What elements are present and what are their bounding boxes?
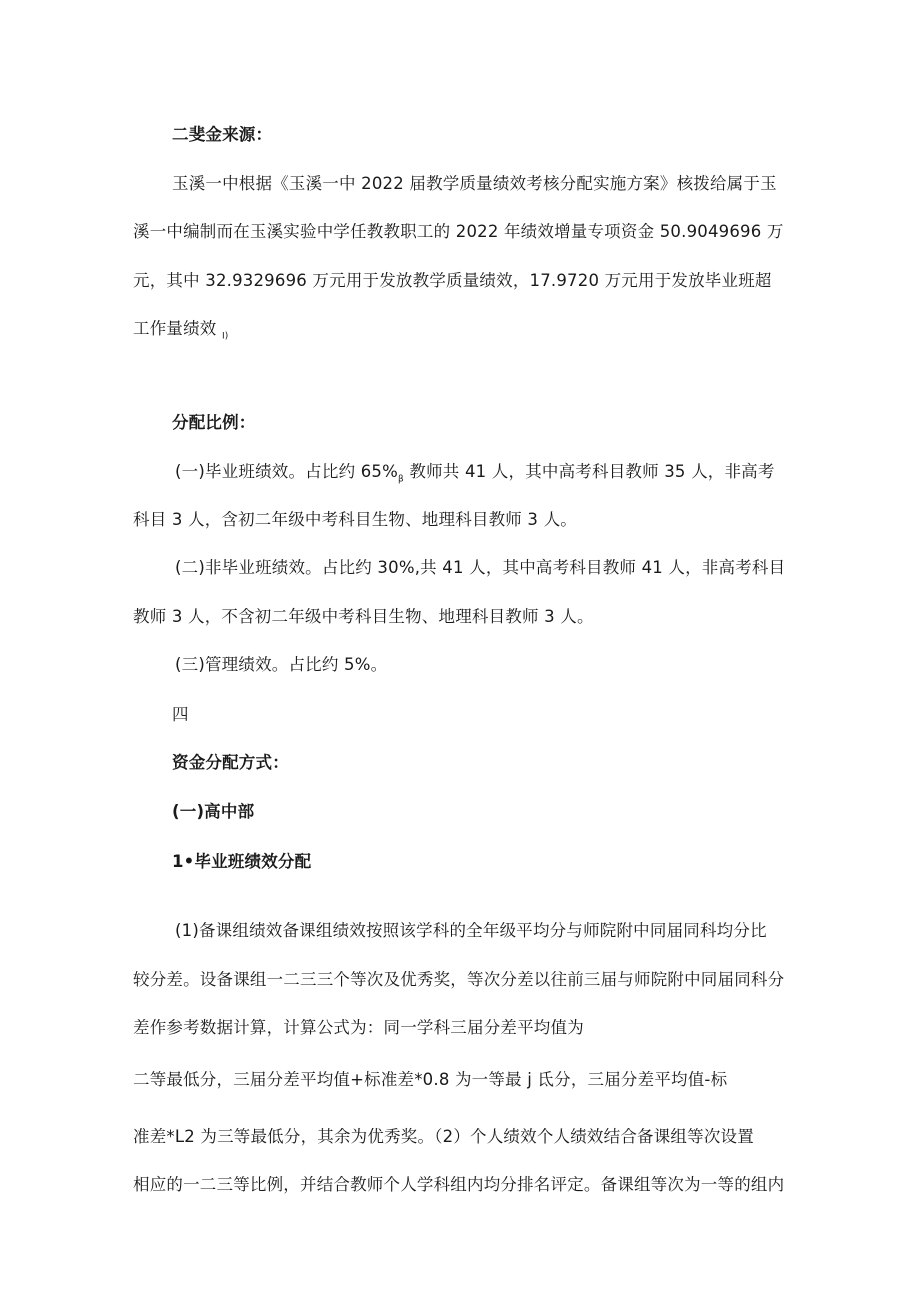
method-paragraph-line-3: 差作参考数据计算，计算公式为：同一学科三届分差平均值为 [133,1018,584,1037]
funding-source-heading: 二斐金来源： [172,125,273,144]
method-paragraph-line-4: 二等最低分，三届分差平均值+标准差*0.8 为一等最 j 氐分，三届分差平均值-标 [133,1070,728,1089]
method-paragraph-line-6: 相应的一二三等比例，并结合教师个人学科组内均分排名评定。备课组等次为一等的组内 [133,1175,785,1194]
ratio-item-2: (二)非毕业班绩效。占比约 30%,共 41 人，其中高考科目教师 41 人，非高考科目 [175,558,786,577]
method-paragraph-line-1: (1)备课组绩效备课组绩效按照该学科的全年级平均分与师院附中同届同科均分比 [175,921,767,940]
section-number-four: 四 [172,705,189,724]
ratio-item-3: (三)管理绩效。占比约 5%。 [175,655,388,674]
funding-paragraph-line-4-text: 工作量绩效 [133,319,217,338]
ratio-item-1-continued: 科目 3 人，含初二年级中考科目生物、地理科目教师 3 人。 [133,510,577,529]
funding-paragraph-line-1: 玉溪一中根据《玉溪一中 2022 届教学质量绩效考核分配实施方案》核拨给属于玉 [172,174,777,193]
method-paragraph-line-5: 准差*L2 为三等最低分，其余为优秀奖。（2）个人绩效个人绩效结合备课组等次设置 [133,1127,754,1146]
ratio-item-1 [175,461,775,490]
ratio-item-1-part-b: 教师共 41 人，其中高考科目教师 35 人，非高考 [409,462,775,481]
footnote-mark: I) [221,331,229,342]
ratio-item-1-mark: β [398,474,404,485]
funding-paragraph-line-3: 元，其中 32.9329696 万元用于发放教学质量绩效，17.9720 万元用于发放毕业班超 [133,271,772,290]
distribution-method-heading: 资金分配方式： [172,753,289,772]
funding-paragraph-line-4 [133,318,229,347]
graduating-class-heading: 1•毕业班绩效分配 [172,852,312,871]
funding-paragraph-line-2: 溪一中编制而在玉溪实验中学任教教职工的 2022 年绩效增量专项资金 50.9049696 万 [133,222,784,241]
high-school-heading: (一)高中部 [172,802,255,821]
method-paragraph-line-2: 较分差。设备课组一二三三个等次及优秀奖，等次分差以往前三届与师院附中同届同科分 [133,970,785,989]
ratio-item-1-part-a: (一)毕业班绩效。占比约 65% [175,462,398,481]
ratio-item-2-continued: 教师 3 人，不含初二年级中考科目生物、地理科目教师 3 人。 [133,607,594,626]
allocation-ratio-heading: 分配比例： [172,413,256,432]
